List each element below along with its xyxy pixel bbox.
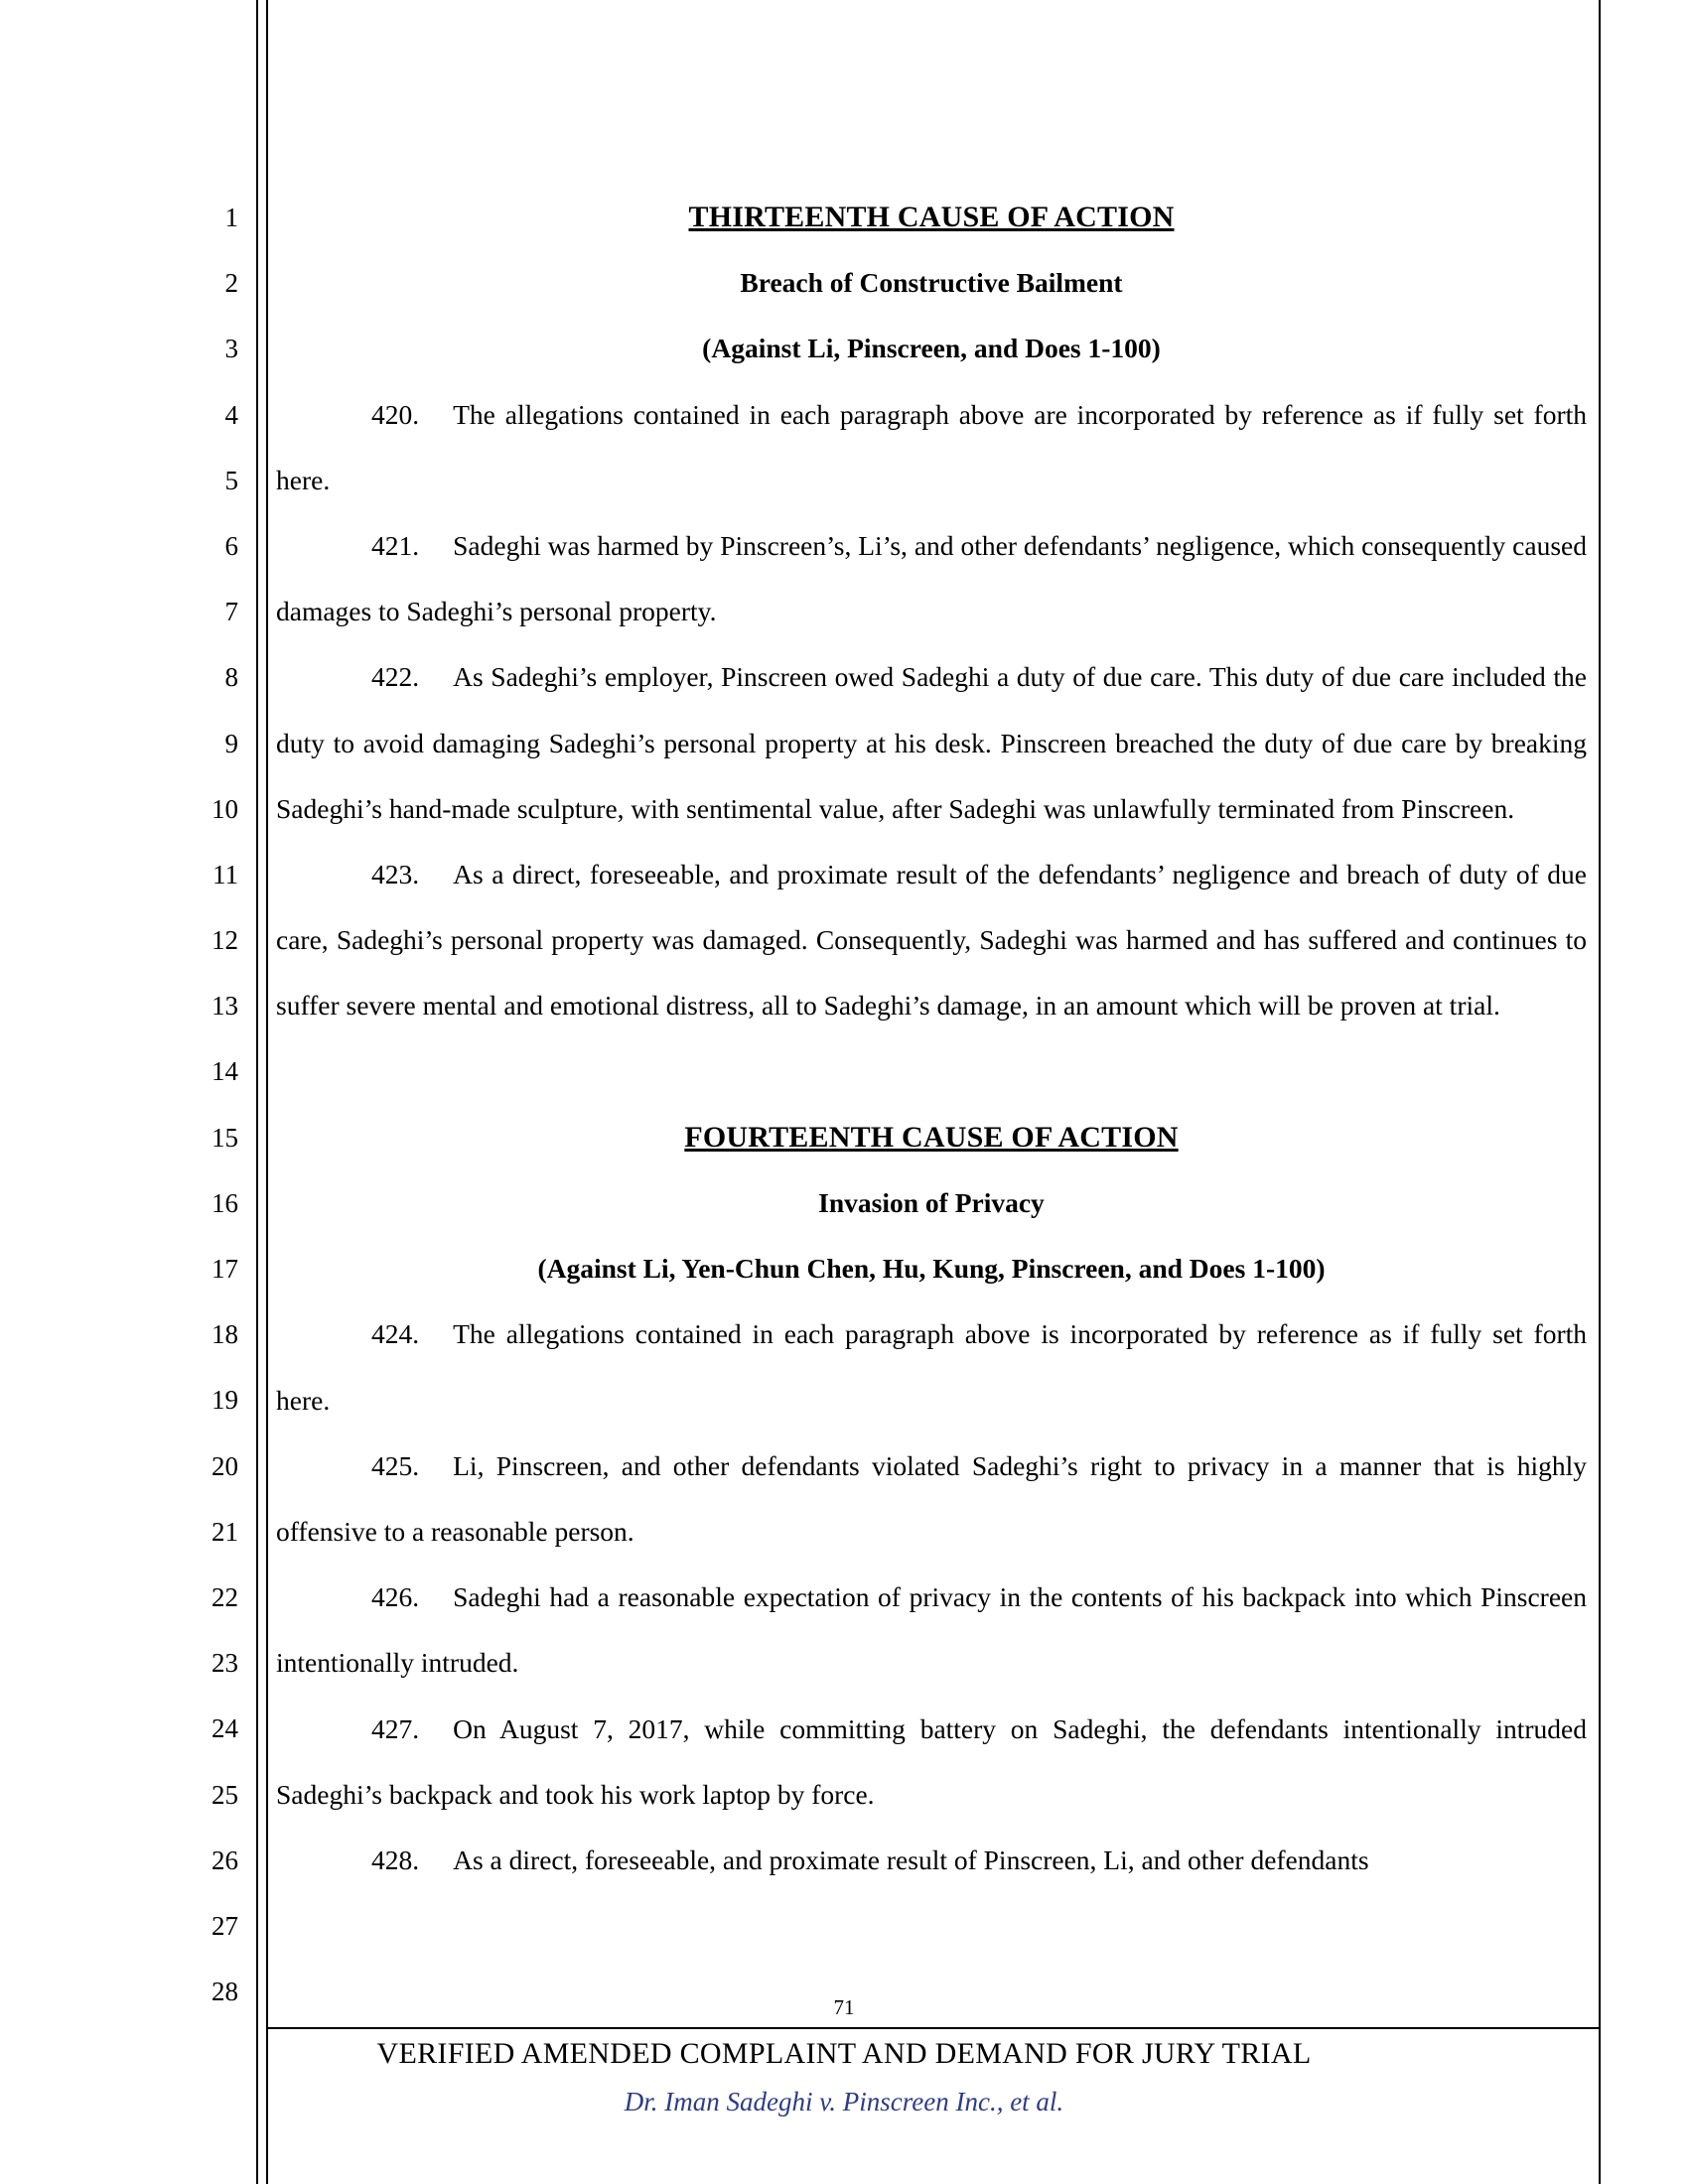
line-number: 19 (211, 1385, 238, 1416)
line-number: 28 (211, 1977, 238, 2007)
line-number: 14 (211, 1056, 238, 1087)
paragraph-number: 425. (371, 1449, 420, 1481)
paragraph-number: 428. (371, 1844, 420, 1876)
line-number: 25 (211, 1779, 238, 1810)
paragraph-428 (276, 1828, 1587, 1893)
line-number: 24 (211, 1713, 238, 1744)
paragraph-427 (276, 1697, 1587, 1828)
paragraph-text: As a direct, foreseeable, and proximate result of the defendants’ negligence and breach of duty of due care, Sadeghi’s personal property was damaged. Consequently, Sadeghi was harmed and has suffered and continues to suffer severe mental and emotional distress, all to Sadeghi’s damage, in an amount which will be proven at trial. (276, 859, 1587, 1022)
paragraph-number: 421. (371, 530, 420, 562)
paragraph-426 (276, 1565, 1587, 1696)
line-number: 7 (224, 597, 238, 627)
footer-title: VERIFIED AMENDED COMPLAINT AND DEMAND FOR JURY TRIAL (376, 2037, 1312, 2070)
right-margin-rule (1599, 0, 1601, 2184)
paragraph-number: 423. (371, 859, 420, 890)
paragraph-text: Sadeghi had a reasonable expectation of privacy in the contents of his backpack into which Pinscreen intentionally intruded. (276, 1581, 1587, 1679)
line-number: 18 (211, 1319, 238, 1350)
paragraph-425 (276, 1433, 1587, 1565)
cause-13-against: (Against Li, Pinscreen, and Does 1-100) (702, 333, 1161, 364)
blank-line (276, 1039, 1587, 1105)
paragraph-421 (276, 513, 1587, 644)
paragraph-text: As a direct, foreseeable, and proximate result of Pinscreen, Li, and other defendants (453, 1844, 1369, 1876)
line-number: 11 (212, 859, 238, 889)
line-number: 9 (224, 728, 238, 758)
line-number: 2 (224, 268, 238, 299)
line-number: 23 (211, 1648, 238, 1679)
paragraph-text: The allegations contained in each paragraph above is incorporated by reference as if fully set forth here. (276, 1318, 1587, 1416)
paragraph-number: 422. (371, 661, 420, 693)
paragraph-text: Li, Pinscreen, and other defendants violated Sadeghi’s right to privacy in a manner that is highly offensive to a reasonable person. (276, 1449, 1587, 1548)
line-number: 26 (211, 1844, 238, 1875)
line-number: 16 (211, 1187, 238, 1218)
line-number: 3 (224, 334, 238, 364)
line-number: 22 (211, 1581, 238, 1612)
line-number: 4 (224, 399, 238, 430)
line-number: 10 (211, 793, 238, 824)
line-number: 5 (224, 465, 238, 495)
line-number-column (195, 185, 238, 2024)
line-number: 17 (211, 1254, 238, 1284)
line-number: 1 (224, 203, 238, 232)
page-number: 71 (833, 1995, 855, 2019)
cause-13-heading: THIRTEENTH CAUSE OF ACTION (688, 201, 1175, 233)
paragraph-number: 424. (371, 1318, 420, 1350)
document-body (276, 185, 1587, 1893)
line-number: 27 (211, 1910, 238, 1941)
paragraph-number: 427. (371, 1712, 420, 1744)
paragraph-424 (276, 1301, 1587, 1433)
paragraph-number: 426. (371, 1581, 420, 1613)
paragraph-text: The allegations contained in each paragraph above are incorporated by reference as if fully set forth here. (276, 398, 1587, 495)
cause-14-heading: FOURTEENTH CAUSE OF ACTION (684, 1120, 1179, 1154)
line-number: 21 (211, 1516, 238, 1547)
line-number: 13 (211, 991, 238, 1022)
footer-case-caption: Dr. Iman Sadeghi v. Pinscreen Inc., et al. (624, 2087, 1064, 2116)
left-margin-rule-outer (256, 0, 258, 2184)
paragraph-text: Sadeghi was harmed by Pinscreen’s, Li’s, and other defendants’ negligence, which consequently caused damages to Sadeghi’s personal property. (276, 530, 1587, 627)
paragraph-number: 420. (371, 398, 420, 430)
paragraph-422 (276, 644, 1587, 842)
line-number: 15 (211, 1122, 238, 1153)
cause-14-against: (Against Li, Yen-Chun Chen, Hu, Kung, Pinscreen, and Does 1-100) (537, 1253, 1326, 1285)
paragraph-420 (276, 382, 1587, 513)
line-number: 8 (224, 662, 238, 693)
line-number: 6 (224, 530, 238, 561)
paragraph-text: On August 7, 2017, while committing battery on Sadeghi, the defendants intentionally intruded Sadeghi’s backpack and took his work laptop by force. (276, 1712, 1587, 1810)
cause-13-subheading: Breach of Constructive Bailment (740, 267, 1123, 299)
paragraph-423 (276, 842, 1587, 1039)
cause-14-subheading: Invasion of Privacy (818, 1187, 1045, 1219)
footer-divider (266, 2027, 1599, 2029)
paragraph-text: As Sadeghi’s employer, Pinscreen owed Sadeghi a duty of due care. This duty of due care included the duty to avoid damaging Sadeghi’s personal property at his desk. Pinscreen breached the duty of due care by breaking Sadeghi’s hand-made sculpture, with sentimental value, after Sadeghi was unlawfully terminated from Pinscreen. (276, 661, 1587, 824)
line-number: 20 (211, 1450, 238, 1481)
line-number: 12 (211, 925, 238, 956)
left-margin-rule-inner (266, 0, 268, 2184)
